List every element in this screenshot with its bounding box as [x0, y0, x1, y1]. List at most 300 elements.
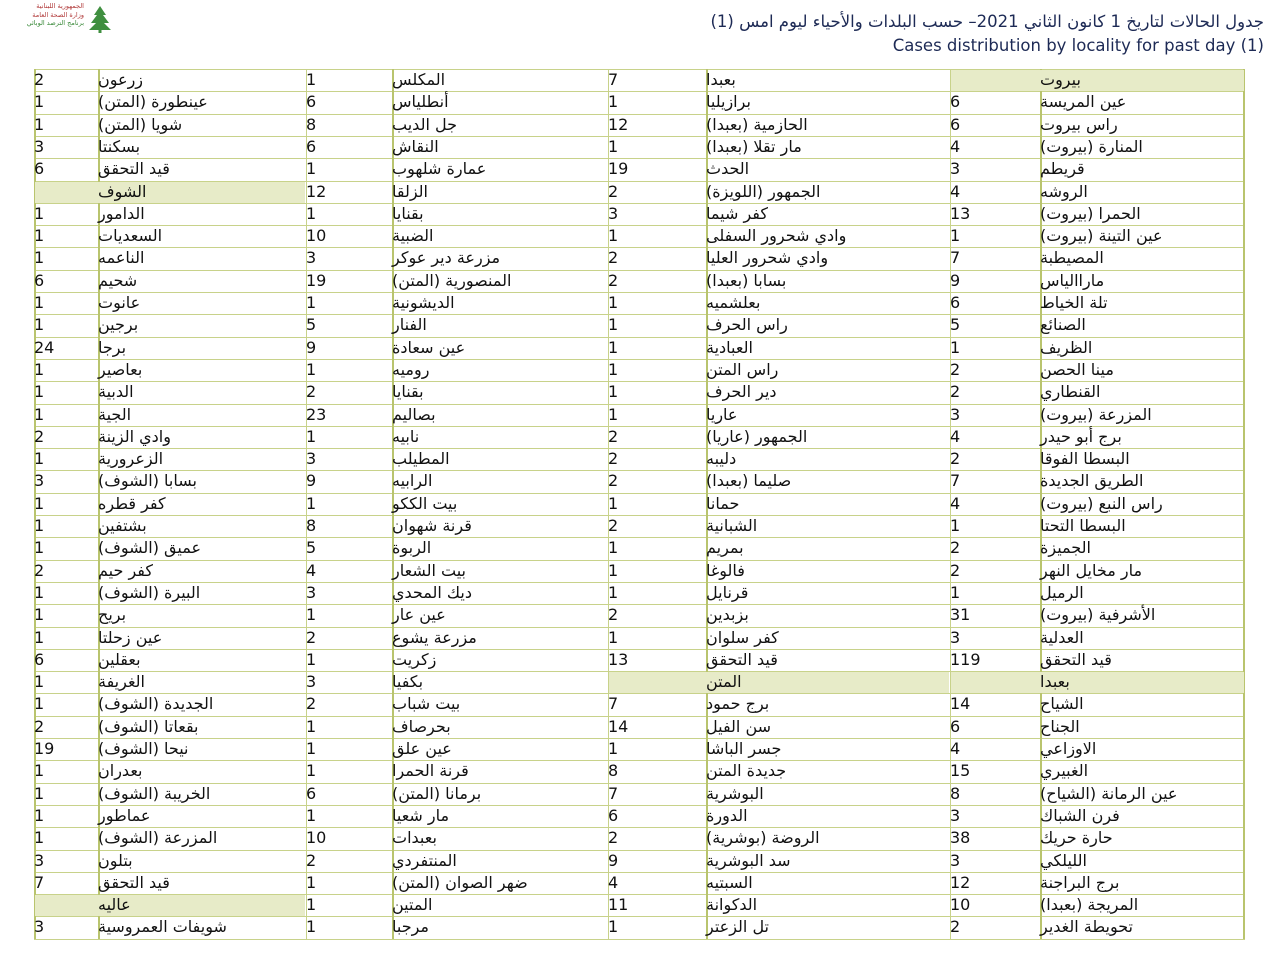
case-count: 1: [34, 761, 45, 781]
case-count: 1: [608, 226, 619, 246]
locality-name: دليبه: [706, 449, 737, 469]
locality-name: الشبانية: [706, 516, 758, 535]
case-count: 24: [34, 337, 55, 357]
locality-name: الحازمية (بعبدا): [706, 114, 808, 134]
case-count: 6: [34, 270, 45, 290]
case-count: 1: [306, 872, 317, 892]
locality-name: راس المتن: [706, 359, 779, 379]
locality-name: بتلون: [98, 850, 133, 870]
case-count: 12: [306, 181, 327, 201]
locality-name: وادي الزينة: [98, 426, 171, 446]
locality-name: قرنايل: [706, 582, 749, 602]
case-count: 13: [608, 649, 629, 669]
case-count: 1: [608, 382, 619, 402]
case-count: 7: [950, 471, 961, 491]
locality-name: حمانا: [706, 493, 740, 513]
case-count: 2: [950, 560, 961, 580]
case-count: 11: [608, 895, 629, 915]
locality-name: راس الحرف: [706, 315, 788, 335]
case-count: 1: [34, 493, 45, 513]
locality-name: برج البراجنة: [1040, 872, 1120, 892]
locality-name: البيرة (الشوف): [98, 582, 201, 602]
locality-name: الصنائع: [1040, 315, 1086, 335]
case-count: 2: [608, 181, 619, 201]
locality-name: برجا: [98, 337, 127, 357]
locality-name: تلة الخياط: [1040, 293, 1108, 312]
case-count: 1: [306, 605, 317, 625]
locality-name: الجمهور (اللويزة): [706, 181, 821, 201]
locality-name: بعلشميه: [706, 293, 761, 312]
locality-name: بسكنتا: [98, 136, 141, 156]
case-count: 3: [306, 248, 317, 268]
case-count: 1: [608, 92, 619, 112]
locality-name: بعبدات: [392, 828, 437, 848]
case-count: 2: [950, 359, 961, 379]
locality-name: زرعون: [98, 70, 144, 89]
case-count: 1: [608, 627, 619, 647]
locality-name: شويا (المتن): [98, 114, 183, 134]
case-count: 6: [950, 114, 961, 134]
case-count: 4: [950, 739, 961, 758]
locality-name: البسطا التحتا: [1040, 516, 1126, 535]
case-count: 2: [34, 70, 45, 89]
locality-name: الناعمه: [98, 248, 145, 268]
locality-name: عمارة شلهوب: [392, 159, 487, 179]
case-count: 9: [306, 337, 317, 357]
locality-name: قيد التحقق: [98, 159, 170, 179]
locality-name: وادي شحرور السفلى: [706, 226, 847, 246]
case-count: 1: [34, 449, 45, 469]
case-count: 4: [306, 560, 317, 580]
locality-name: أنطلياس: [392, 92, 449, 112]
case-count: 3: [306, 449, 317, 469]
case-count: 2: [608, 426, 619, 446]
locality-name: الروشه: [1040, 181, 1088, 201]
locality-name: مار شعيا: [392, 805, 450, 825]
locality-name: الاوزاعي: [1040, 739, 1097, 758]
locality-name: المتين: [392, 895, 433, 915]
case-count: 6: [608, 805, 619, 825]
case-count: 1: [34, 783, 45, 803]
case-count: 8: [306, 114, 317, 134]
case-count: 1: [34, 805, 45, 825]
case-count: 13: [950, 203, 971, 223]
locality-name: الدامور: [98, 203, 145, 223]
locality-name: البسطا الفوقا: [1040, 449, 1130, 469]
locality-name: مرجبا: [392, 917, 429, 937]
grid-row-line: [34, 939, 1245, 940]
locality-name: تحويطة الغدير: [1040, 917, 1134, 937]
case-count: 10: [306, 828, 327, 848]
logo-line-3: برنامج الترصد الوبائي: [26, 19, 84, 27]
case-count: 2: [34, 560, 45, 580]
case-count: 3: [950, 159, 961, 179]
case-count: 3: [34, 136, 45, 156]
case-count: 3: [950, 627, 961, 647]
case-count: 10: [306, 226, 327, 246]
locality-name: روميه: [392, 359, 430, 379]
locality-name: الرميل: [1040, 582, 1084, 602]
case-count: 1: [608, 493, 619, 513]
locality-name: بريح: [98, 605, 127, 625]
locality-name: حارة حريك: [1040, 828, 1113, 848]
case-count: 2: [306, 694, 317, 714]
case-count: 1: [608, 917, 619, 937]
locality-name: كفر شيما: [706, 203, 768, 223]
region-name: بعبدا: [1040, 672, 1070, 692]
locality-name: ضهر الصوان (المتن): [392, 872, 528, 892]
case-count: 3: [950, 404, 961, 424]
locality-name: السعديات: [98, 226, 163, 246]
locality-name: الليلكي: [1040, 850, 1087, 870]
case-count: 3: [950, 805, 961, 825]
case-count: 3: [306, 582, 317, 602]
case-count: 1: [306, 293, 317, 312]
locality-name: راس النبع (بيروت): [1040, 493, 1163, 513]
case-count: 3: [306, 672, 317, 692]
case-count: 23: [306, 404, 327, 424]
locality-name: جل الديب: [392, 114, 457, 134]
locality-name: الطريق الجديدة: [1040, 471, 1144, 491]
locality-name: بيت الشعار: [392, 560, 466, 580]
locality-name: المطيلب: [392, 449, 450, 469]
locality-name: البوشرية: [706, 783, 764, 803]
locality-name: الحمرا (بيروت): [1040, 203, 1141, 223]
locality-name: المزرعة (الشوف): [98, 828, 218, 848]
case-count: 1: [306, 716, 317, 736]
region-name: بيروت: [1040, 70, 1081, 89]
case-count: 6: [950, 716, 961, 736]
locality-name: المنارة (بيروت): [1040, 136, 1143, 156]
locality-name: مار تقلا (بعبدا): [706, 136, 802, 156]
locality-name: المنصورية (المتن): [392, 270, 512, 290]
locality-name: بعقلين: [98, 649, 141, 669]
case-count: 3: [608, 203, 619, 223]
locality-name: الدكوانة: [706, 895, 758, 915]
locality-name: كفر قطره: [98, 493, 166, 513]
locality-name: الجناح: [1040, 716, 1080, 736]
locality-name: الدبية: [98, 382, 134, 402]
case-count: 2: [950, 449, 961, 469]
case-count: 3: [34, 850, 45, 870]
case-count: 1: [34, 404, 45, 424]
locality-name: قيد التحقق: [1040, 649, 1112, 669]
locality-name: صليما (بعبدا): [706, 471, 792, 491]
case-count: 1: [34, 226, 45, 246]
locality-name: ماراالياس: [1040, 270, 1105, 290]
locality-name: الجمهور (عاريا): [706, 426, 808, 446]
case-count: 6: [34, 649, 45, 669]
locality-name: الظريف: [1040, 337, 1093, 357]
case-count: 1: [306, 895, 317, 915]
case-count: 1: [34, 114, 45, 134]
case-count: 2: [608, 449, 619, 469]
case-count: 4: [608, 872, 619, 892]
locality-name: قرنة شهوان: [392, 516, 472, 535]
locality-name: برج أبو حيدر: [1040, 426, 1122, 446]
case-count: 1: [34, 627, 45, 647]
case-count: 12: [950, 872, 971, 892]
locality-name: عينطورة (المتن): [98, 92, 208, 112]
case-count: 1: [950, 337, 961, 357]
case-count: 1: [306, 159, 317, 179]
case-count: 1: [950, 582, 961, 602]
case-count: 1: [608, 315, 619, 335]
locality-name: مزرعة دير عوكر: [392, 248, 501, 268]
case-count: 6: [950, 293, 961, 312]
locality-name: عين علق: [392, 739, 452, 758]
locality-name: عماطور: [98, 805, 151, 825]
locality-name: الربوة: [392, 538, 432, 558]
logo-line-1: الجمهورية اللبنانية: [36, 2, 84, 10]
case-count: 6: [34, 159, 45, 179]
locality-name: شويفات العمروسية: [98, 917, 227, 937]
case-count: 6: [306, 92, 317, 112]
case-count: 1: [306, 203, 317, 223]
case-count: 2: [306, 382, 317, 402]
locality-name: نابيه: [392, 426, 420, 446]
case-count: 1: [34, 359, 45, 379]
locality-name: جسر الباشا: [706, 739, 782, 758]
locality-name: تل الزعتر: [706, 917, 770, 937]
case-count: 1: [306, 805, 317, 825]
case-count: 4: [950, 426, 961, 446]
case-count: 1: [608, 538, 619, 558]
case-count: 5: [306, 315, 317, 335]
locality-name: الحدث: [706, 159, 750, 179]
case-count: 1: [306, 493, 317, 513]
locality-name: راس بيروت: [1040, 114, 1118, 134]
locality-name: بعبدا: [706, 70, 736, 89]
case-count: 2: [608, 605, 619, 625]
locality-name: دير الحرف: [706, 382, 777, 402]
locality-name: السبتيه: [706, 872, 753, 892]
case-count: 3: [34, 917, 45, 937]
cases-table: [34, 69, 1245, 939]
locality-name: نيحا (الشوف): [98, 739, 189, 758]
locality-name: الروضة (بوشرية): [706, 828, 820, 848]
case-count: 1: [34, 315, 45, 335]
locality-name: الفنار: [392, 315, 427, 335]
case-count: 19: [306, 270, 327, 290]
case-count: [950, 671, 1040, 693]
case-count: 14: [608, 716, 629, 736]
locality-name: الشياح: [1040, 694, 1084, 714]
case-count: 1: [34, 203, 45, 223]
case-count: 1: [950, 516, 961, 535]
locality-name: الدورة: [706, 805, 748, 825]
locality-name: برمانا (المتن): [392, 783, 482, 803]
case-count: 31: [950, 605, 971, 625]
case-count: [34, 181, 98, 203]
case-count: [608, 671, 706, 693]
locality-name: سن الفيل: [706, 716, 772, 736]
case-count: 12: [608, 114, 629, 134]
locality-name: الضبية: [392, 226, 434, 246]
locality-name: الديشونية: [392, 293, 455, 312]
locality-name: الغريفة: [98, 672, 145, 692]
page-title-arabic: جدول الحالات لتاريخ 1 كانون الثاني 2021– حسب البلدات والأحياء ليوم امس (1): [710, 12, 1264, 31]
case-count: 1: [608, 560, 619, 580]
locality-name: سد البوشرية: [706, 850, 791, 870]
case-count: 7: [950, 248, 961, 268]
case-count: 1: [34, 248, 45, 268]
locality-name: بصاليم: [392, 404, 436, 424]
locality-name: المنتفردي: [392, 850, 457, 870]
locality-name: الخريبة (الشوف): [98, 783, 211, 803]
locality-name: برجين: [98, 315, 139, 335]
locality-name: جديدة المتن: [706, 761, 787, 781]
locality-name: بعدران: [98, 761, 143, 781]
case-count: 2: [950, 538, 961, 558]
case-count: 4: [950, 493, 961, 513]
case-count: 2: [608, 516, 619, 535]
locality-name: بزبدين: [706, 605, 749, 625]
locality-name: عاريا: [706, 404, 738, 424]
case-count: 4: [950, 136, 961, 156]
locality-name: بقنايا: [392, 382, 424, 402]
locality-name: قريطم: [1040, 159, 1085, 179]
locality-name: ديك المحدي: [392, 582, 472, 602]
case-count: 5: [306, 538, 317, 558]
case-count: 10: [950, 895, 971, 915]
locality-name: المصيطبة: [1040, 248, 1104, 268]
case-count: 1: [306, 359, 317, 379]
locality-name: العبادية: [706, 337, 753, 357]
locality-name: بحرصاف: [392, 716, 451, 736]
case-count: 15: [950, 761, 971, 781]
locality-name: بيت الككو: [392, 493, 458, 513]
case-count: 38: [950, 828, 971, 848]
locality-name: عين سعادة: [392, 337, 466, 357]
locality-name: عين المريسة: [1040, 92, 1127, 112]
locality-name: قيد التحقق: [706, 649, 778, 669]
locality-name: عين زحلتا: [98, 627, 163, 647]
case-count: 1: [306, 70, 317, 89]
case-count: 7: [608, 70, 619, 89]
cedar-icon: [86, 4, 114, 34]
locality-name: زكريت: [392, 649, 437, 669]
case-count: 119: [950, 649, 981, 669]
case-count: 1: [608, 136, 619, 156]
locality-name: مينا الحصن: [1040, 359, 1114, 379]
page-title-english: Cases distribution by locality for past day (1): [892, 36, 1264, 55]
case-count: [950, 69, 1040, 91]
locality-name: الزلقا: [392, 181, 428, 201]
locality-name: بسابا (الشوف): [98, 471, 197, 491]
locality-name: الجية: [98, 404, 132, 424]
ministry-logo: [6, 2, 116, 38]
case-count: 1: [306, 761, 317, 781]
region-name: المتن: [706, 672, 742, 692]
case-count: 1: [34, 516, 45, 535]
case-count: 1: [34, 582, 45, 602]
case-count: 1: [608, 337, 619, 357]
case-count: 2: [34, 426, 45, 446]
locality-name: العدلية: [1040, 627, 1084, 647]
case-count: 19: [608, 159, 629, 179]
locality-name: القنطاري: [1040, 382, 1101, 402]
logo-text: [10, 2, 84, 28]
case-count: 1: [306, 739, 317, 758]
case-count: 2: [608, 270, 619, 290]
locality-name: بقعاتا (الشوف): [98, 716, 199, 736]
case-count: 3: [34, 471, 45, 491]
case-count: 1: [34, 672, 45, 692]
case-count: 2: [608, 248, 619, 268]
case-count: 6: [950, 92, 961, 112]
region-name: عاليه: [98, 895, 131, 915]
locality-name: قرنة الحمرا: [392, 761, 469, 781]
case-count: 7: [608, 694, 619, 714]
locality-name: مار مخايل النهر: [1040, 560, 1143, 580]
locality-name: عانوت: [98, 293, 141, 312]
locality-name: الزعرورية: [98, 449, 164, 469]
case-count: 7: [34, 872, 45, 892]
case-count: 5: [950, 315, 961, 335]
logo-line-2: وزارة الصحة العامة: [32, 10, 84, 19]
case-count: 1: [608, 404, 619, 424]
locality-name: مزرعة يشوع: [392, 627, 477, 647]
case-count: 8: [306, 516, 317, 535]
locality-name: الرابيه: [392, 471, 433, 491]
case-count: 2: [950, 382, 961, 402]
case-count: 1: [306, 649, 317, 669]
case-count: 3: [950, 850, 961, 870]
case-count: 1: [34, 538, 45, 558]
case-count: 2: [306, 627, 317, 647]
case-count: 2: [608, 471, 619, 491]
case-count: 19: [34, 739, 55, 758]
locality-name: بكفيا: [392, 672, 424, 692]
case-count: 1: [608, 359, 619, 379]
locality-name: عين عار: [392, 605, 446, 625]
locality-name: بمريم: [706, 538, 744, 558]
case-count: 6: [306, 783, 317, 803]
locality-name: الجديدة (الشوف): [98, 694, 214, 714]
locality-name: برازيليا: [706, 92, 751, 112]
case-count: 1: [608, 739, 619, 758]
case-count: 1: [34, 92, 45, 112]
locality-name: وادي شحرور العليا: [706, 248, 829, 268]
locality-name: فالوغا: [706, 560, 745, 580]
case-count: 8: [608, 761, 619, 781]
case-count: 2: [608, 828, 619, 848]
locality-name: الغبيري: [1040, 761, 1089, 781]
case-count: 1: [34, 694, 45, 714]
locality-name: المريجة (بعبدا): [1040, 895, 1139, 915]
locality-name: كفر حيم: [98, 560, 153, 580]
case-count: 1: [306, 917, 317, 937]
case-count: 2: [34, 716, 45, 736]
locality-name: قيد التحقق: [98, 872, 170, 892]
locality-name: بقنايا: [392, 203, 424, 223]
locality-name: الأشرفية (بيروت): [1040, 605, 1156, 625]
locality-name: كفر سلوان: [706, 627, 779, 647]
case-count: 1: [608, 582, 619, 602]
locality-name: برج حمود: [706, 694, 770, 714]
case-count: 2: [950, 917, 961, 937]
case-count: 1: [34, 605, 45, 625]
case-count: 2: [306, 850, 317, 870]
locality-name: النقاش: [392, 136, 439, 156]
locality-name: بعاصير: [98, 359, 143, 379]
locality-name: عين الرمانة (الشياح): [1040, 783, 1178, 803]
case-count: 14: [950, 694, 971, 714]
case-count: 4: [950, 181, 961, 201]
locality-name: عين التينة (بيروت): [1040, 226, 1163, 246]
locality-name: المزرعة (بيروت): [1040, 404, 1152, 424]
